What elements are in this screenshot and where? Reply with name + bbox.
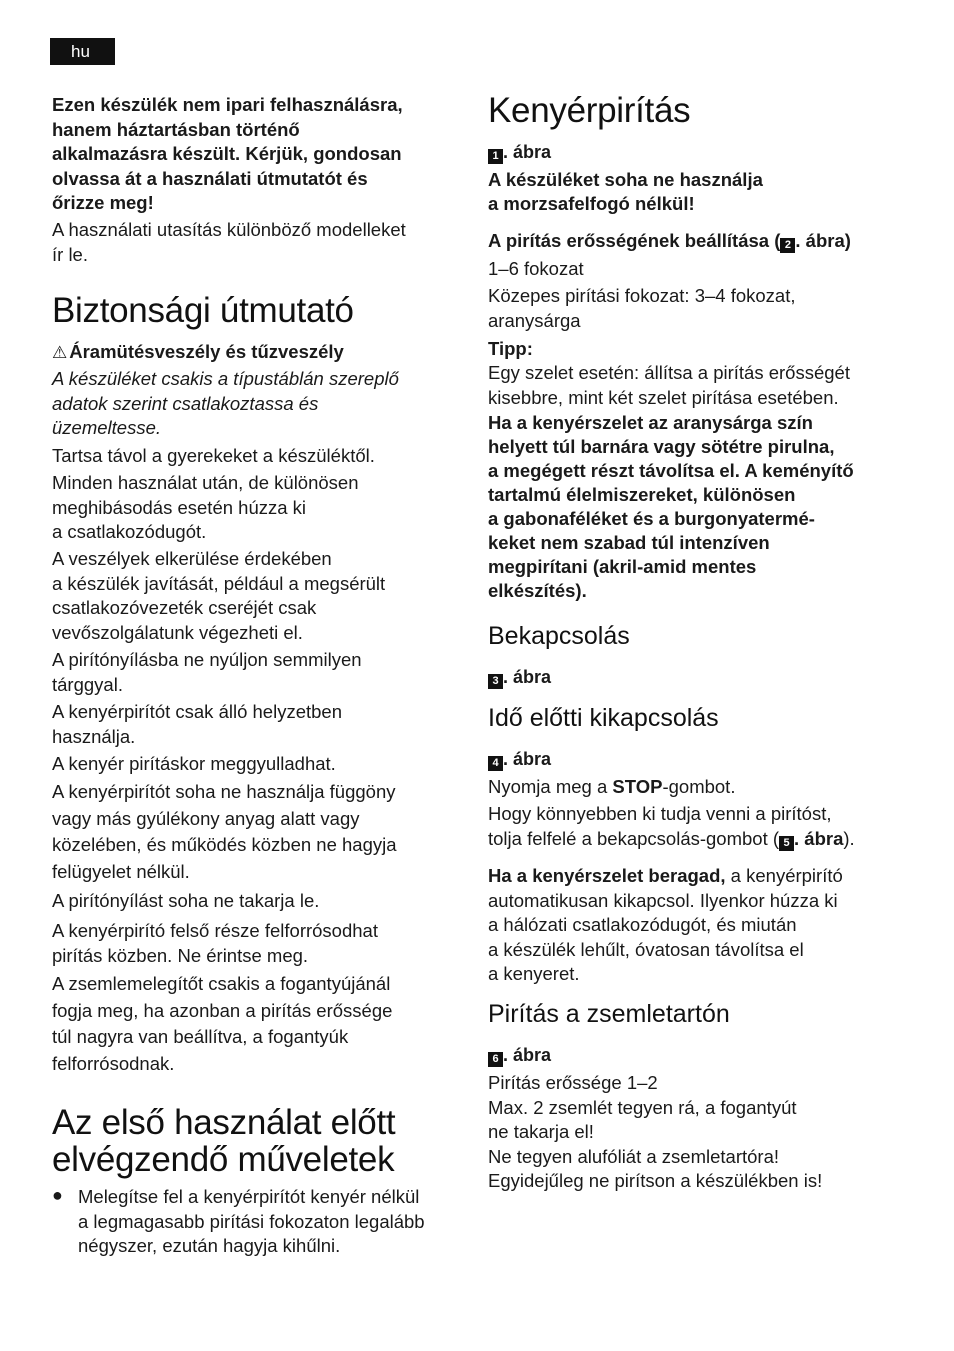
intro-note: A használati utasítás különböző modelleket ír le. <box>52 219 406 265</box>
safety-p6: A kenyér pirításkor meggyulladhat. <box>52 753 336 774</box>
figure-number-badge: 1 <box>488 149 503 164</box>
figure-number-badge: 5 <box>779 836 794 851</box>
crumb-tray-warning: A készüléket soha ne használja a morzsafelfogó nélkül! <box>488 169 763 214</box>
figure-number-badge: 6 <box>488 1052 503 1067</box>
lift-instruction: Hogy könnyebben ki tudja venni a pirítóst, tolja felfelé a bekapcsolás-gombot ( 5 . ábra). <box>488 803 855 849</box>
strength-heading: A pirítás erősségének beállítása ( 2 . ábra) <box>488 230 851 251</box>
figure-number-badge: 2 <box>780 238 795 253</box>
safety-p5: A kenyérpirítót csak álló helyzetben használja. <box>52 701 342 747</box>
tip-text: Egy szelet esetén: állítsa a pirítás erősségét kisebbre, mint két szelet pirítása esetében. <box>488 362 850 408</box>
safety-p2: Minden használat után, de különösen meghibásodás esetén húzza ki a csatlakozódugót. <box>52 472 359 543</box>
safety-p8: A pirítónyílást soha ne takarja le. <box>52 890 320 911</box>
toasting-title: Kenyérpirítás <box>488 91 691 130</box>
tip-label: Tipp: <box>488 338 533 359</box>
levels-text: 1–6 fokozat <box>488 258 584 279</box>
figure-number-badge: 4 <box>488 756 503 771</box>
safety-title: Biztonsági útmutató <box>52 291 354 330</box>
early-off-title: Idő előtti kikapcsolás <box>488 704 719 732</box>
language-tag: hu <box>50 38 115 65</box>
safety-p10: A zsemlemelegítőt csakis a fogantyújánál fogja meg, ha azonban a pirítás erőssége túl nagyra van beállítva, a fogantyúk felforrósodnak. <box>52 973 393 1074</box>
warning-triangle-icon: ⚠ <box>52 343 68 362</box>
bun-rack-title: Pirítás a zsemletartón <box>488 1000 730 1028</box>
first-use-bullet: ● Melegítse fel a kenyérpirítót kenyér nélkül a legmagasabb pirítási fokozaton legalább négyszer, ezután hagyja kihűlni. <box>52 1185 425 1257</box>
stop-instruction: Nyomja meg a STOP-gombot. <box>488 776 736 797</box>
first-use-title: Az első használat előtt elvégzendő műveletek <box>52 1103 396 1179</box>
safety-p1: Tartsa távol a gyerekeket a készüléktől. <box>52 445 375 466</box>
figure-6-ref: 6 . ábra <box>488 1044 908 1067</box>
switch-on-title: Bekapcsolás <box>488 622 630 650</box>
figure-number-badge: 3 <box>488 674 503 689</box>
safety-p7: A kenyérpirítót soha ne használja függöny vagy más gyúlékony anyag alatt vagy közelében, és működés közben ne hagyja felügyelet nélkül. <box>52 781 397 882</box>
warning-italic: A készüléket csakis a típustáblán szereplő adatok szerint csatlakoztassa és üzemeltesse. <box>52 368 399 439</box>
acrylamide-warning: Ha a kenyérszelet az aranysárga szín helyett túl barnára vagy sötétre pirulna, a megégett részt távolítsa el. A keményítő tartalmú élelmiszereket, különösen a gabonaféléket és a burgonyatermé- keket nem szabad túl intenzíven megpirítani (akril-amid mentes elkészítés). <box>488 412 854 601</box>
bullet-dot-icon: ● <box>52 1185 63 1205</box>
warning-heading: ⚠ Áramütésveszély és tűzveszély <box>52 340 462 366</box>
figure-1-ref: 1 . ábra <box>488 141 908 164</box>
figure-4-ref: 4 . ábra <box>488 748 908 771</box>
bun-rack-text: Pirítás erőssége 1–2 Max. 2 zsemlét tegyen rá, a fogantyút ne takarja el! Ne tegyen alufóliát a zsemletartóra! Egyidejűleg ne pirítson a készülékben is! <box>488 1072 823 1192</box>
safety-p3: A veszélyek elkerülése érdekében a készülék javítását, például a megsérült csatlakozóvezeték cseréjét csak vevőszolgálatunk végezheti el. <box>52 548 386 643</box>
safety-p4: A pirítónyílásba ne nyúljon semmilyen tárggyal. <box>52 649 362 695</box>
figure-3-ref: 3 . ábra <box>488 666 908 689</box>
intro-bold: Ezen készülék nem ipari felhasználásra, hanem háztartásban történő alkalmazásra készült. Kérjük, gondosan olvassa át a használati útmutatót és őrizze meg! <box>52 94 403 214</box>
safety-p9: A kenyérpirító felső része felforrósodhat pirítás közben. Ne érintse meg. <box>52 920 378 966</box>
stuck-paragraph: Ha a kenyérszelet beragad, a kenyérpirító automatikusan kikapcsol. Ilyenkor húzza ki a hálózati csatlakozódugót, és miután a készülék lehűlt, óvatosan távolítsa el a kenyeret. <box>488 865 843 985</box>
medium-text: Közepes pirítási fokozat: 3–4 fokozat, aranysárga <box>488 285 796 331</box>
